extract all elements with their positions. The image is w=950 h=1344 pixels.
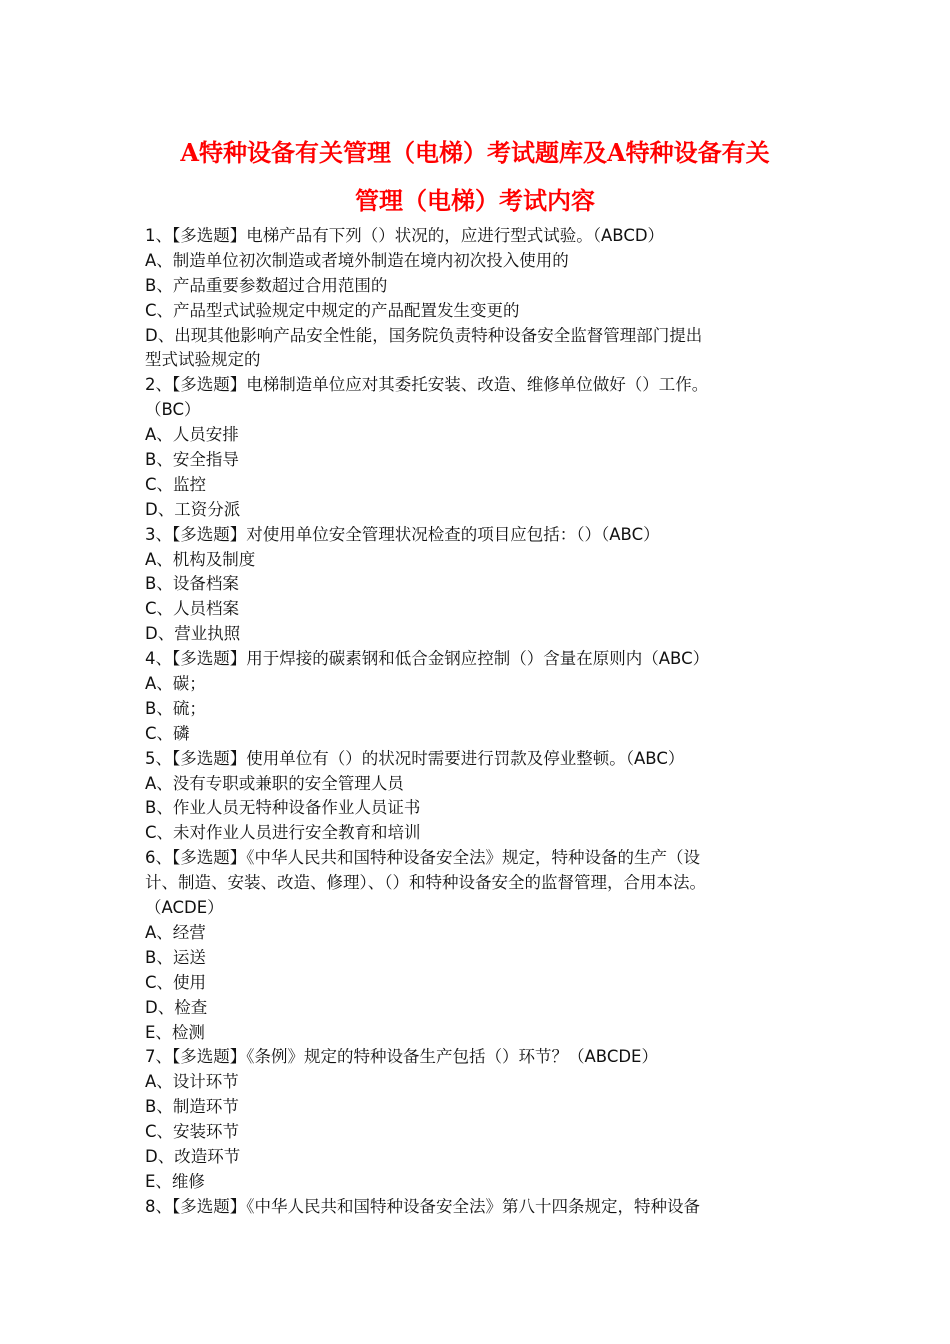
text-line: （BC）	[145, 400, 201, 420]
text-line: 4、【多选题】用于焊接的碳素钢和低合金钢应控制（）含量在原则内（ABC）	[145, 649, 710, 669]
text-line: D、改造环节	[145, 1146, 241, 1166]
text-line: A、经营	[145, 922, 206, 942]
text-line: A、制造单位初次制造或者境外制造在境内初次投入使用的	[145, 250, 569, 270]
text-line: B、硫；	[145, 698, 206, 718]
text-line: B、作业人员无特种设备作业人员证书	[145, 798, 421, 818]
text-line: 1、【多选题】电梯产品有下列（）状况的，应进行型式试验。（ABCD）	[145, 226, 665, 245]
text-line: C、监控	[145, 474, 207, 494]
text-line: C、未对作业人员进行安全教育和培训	[145, 823, 421, 843]
text-line: 7、【多选题】《条例》规定的特种设备生产包括（）环节？（ABCDE）	[145, 1047, 658, 1067]
text-line: A、机构及制度	[145, 549, 256, 569]
text-line: D、工资分派	[145, 499, 241, 519]
text-line: 8、【多选题】《中华人民共和国特种设备安全法》第八十四条规定，特种设备	[145, 1196, 700, 1216]
text-line: A、设计环节	[145, 1072, 239, 1092]
text-line: 2、【多选题】电梯制造单位应对其委托安装、改造、维修单位做好（）工作。	[145, 375, 709, 395]
text-line: D、检查	[145, 997, 208, 1017]
text-line: A、没有专职或兼职的安全管理人员	[145, 773, 404, 793]
text-line: D、出现其他影响产品安全性能，国务院负责特种设备安全监督管理部门提出	[145, 325, 703, 345]
text-line: B、安全指导	[145, 450, 239, 470]
text-line: A、碳；	[145, 674, 206, 694]
text-line: 6、【多选题】《中华人民共和国特种设备安全法》规定，特种设备的生产（设	[145, 848, 700, 868]
question-list	[145, 224, 835, 1220]
text-line: B、设备档案	[145, 574, 239, 594]
text-line: B、制造环节	[145, 1097, 239, 1117]
text-line: E、维修	[145, 1171, 205, 1191]
text-line: （ACDE）	[145, 898, 224, 918]
text-line: A、人员安排	[145, 425, 239, 445]
text-line: C、产品型式试验规定中规定的产品配置发生变更的	[145, 300, 520, 320]
text-line: D、营业执照	[145, 624, 241, 644]
text-line: C、磷	[145, 723, 190, 743]
text-line: B、运送	[145, 947, 206, 967]
text-line: 计、制造、安装、改造、修理）、（）和特种设备安全的监督管理，合用本法。	[145, 873, 706, 893]
text-line: 3、【多选题】对使用单位安全管理状况检查的项目应包括：（）（ABC）	[145, 524, 660, 544]
text-line: C、使用	[145, 972, 207, 992]
text-line: B、产品重要参数超过合用范围的	[145, 275, 388, 295]
text-line: 5、【多选题】使用单位有（）的状况时需要进行罚款及停业整顿。（ABC）	[145, 748, 685, 768]
text-line: C、人员档案	[145, 599, 240, 619]
text-line: 型式试验规定的	[145, 350, 261, 370]
text-line: E、检测	[145, 1022, 205, 1042]
text-line: C、安装环节	[145, 1122, 240, 1142]
document-title-line-1: A特种设备有关管理（电梯）考试题库及A特种设备有关	[180, 138, 770, 167]
document-title-line-2: 管理（电梯）考试内容	[355, 186, 595, 215]
